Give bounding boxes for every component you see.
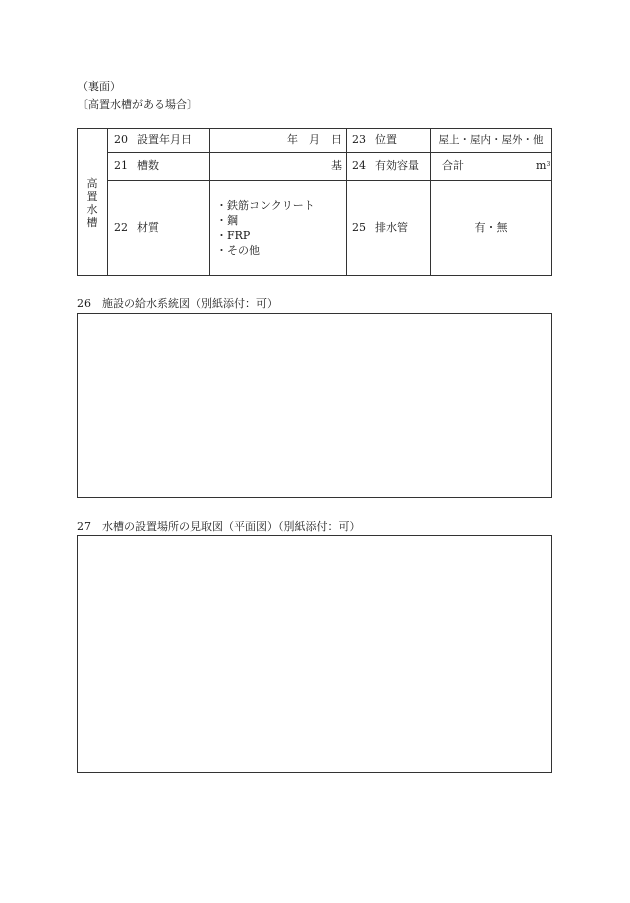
drain-pipe-options[interactable]: 有・無 (474, 221, 508, 234)
material-option: ・鋼 (216, 214, 238, 227)
row-21-label: 槽数 (137, 159, 159, 172)
water-supply-diagram-box[interactable] (77, 313, 552, 498)
row-24-number: 24 (352, 159, 366, 172)
row-22-label: 材質 (137, 221, 159, 234)
material-option: ・FRP (216, 229, 251, 242)
tank-group-label: 高 置 水 槽 (86, 177, 98, 229)
row-25-number: 25 (352, 221, 366, 234)
install-date-field[interactable]: 年 月 日 (287, 133, 342, 146)
location-options[interactable]: 屋上・屋内・屋外・他 (438, 134, 544, 146)
row-22-number: 22 (114, 221, 128, 234)
row-23-label: 位置 (375, 133, 397, 146)
section-27-title: 27 水槽の設置場所の見取図（平面図）（別紙添付：可） (77, 520, 361, 533)
side-label: （裏面） (77, 80, 121, 93)
section-26-title: 26 施設の給水系統図（別紙添付：可） (77, 297, 278, 310)
row-25-label: 排水管 (375, 221, 408, 234)
row-20-number: 20 (114, 133, 128, 146)
capacity-total-label: 合計 (442, 159, 464, 172)
material-options[interactable] (216, 198, 315, 258)
tank-location-sketch-box[interactable] (77, 535, 552, 773)
row-23-number: 23 (352, 133, 366, 146)
tank-count-field[interactable]: 基 (331, 159, 342, 172)
capacity-unit: $m^3$ (536, 159, 551, 172)
row-24-label: 有効容量 (375, 159, 419, 172)
row-20-label: 設置年月日 (137, 133, 192, 146)
material-option: ・鉄筋コンクリート (216, 199, 315, 212)
material-option: ・その他 (216, 244, 260, 257)
row-21-number: 21 (114, 159, 128, 172)
section-label: 〔高置水槽がある場合〕 (77, 98, 198, 111)
